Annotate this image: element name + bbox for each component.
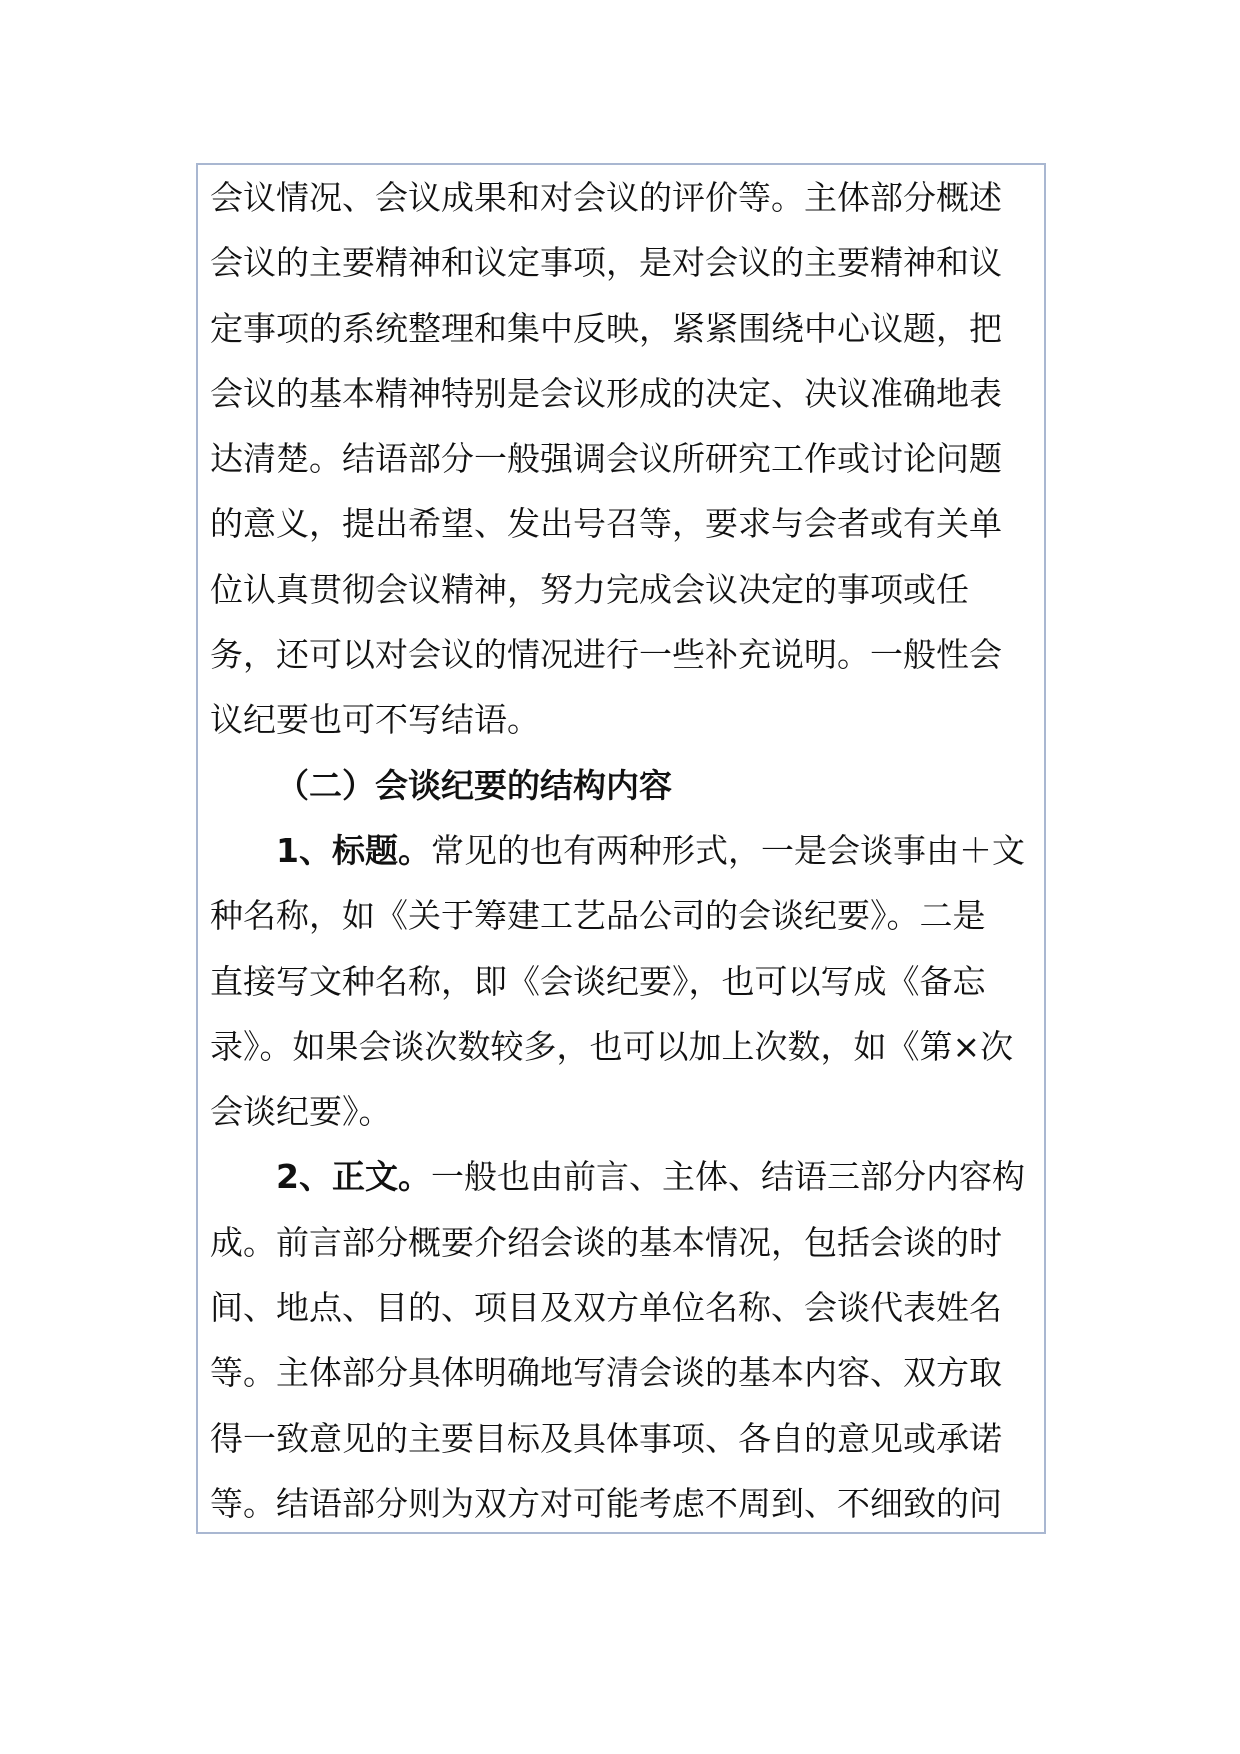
item2-label: 2、正文。: [276, 1157, 431, 1197]
body-line: 位认真贯彻会议精神，努力完成会议决定的事项或任: [210, 569, 969, 609]
document-body: [210, 165, 1040, 1536]
body-line: 的意义，提出希望、发出号召等，要求与会者或有关单: [210, 504, 1002, 544]
body-line: 会议情况、会议成果和对会议的评价等。主体部分概述: [210, 178, 1002, 217]
body-line: 达清楚。结语部分一般强调会议所研究工作或讨论问题: [210, 439, 1002, 479]
body-line: 直接写文种名称，即《会谈纪要》，也可以写成《备忘: [210, 961, 986, 1001]
section-heading: （二）会谈纪要的结构内容: [276, 765, 672, 805]
body-line: 等。主体部分具体明确地写清会谈的基本内容、双方取: [210, 1353, 1002, 1393]
item2-text: 一般也由前言、主体、结语三部分内容构: [430, 1157, 1025, 1197]
body-line: 会议的主要精神和议定事项，是对会议的主要精神和议: [210, 243, 1002, 283]
item1-label: 1、标题。: [276, 830, 431, 870]
item1-text: 常见的也有两种形式，一是会谈事由＋文: [430, 830, 1025, 870]
body-line: 种名称，如《关于筹建工艺品公司的会谈纪要》。二是: [210, 896, 986, 936]
body-line: 成。前言部分概要介绍会谈的基本情况，包括会谈的时: [210, 1222, 1002, 1262]
body-line: 间、地点、目的、项目及双方单位名称、会谈代表姓名: [210, 1288, 1002, 1328]
body-line: 会谈纪要》。: [210, 1092, 392, 1132]
body-line: 会议的基本精神特别是会议形成的决定、决议准确地表: [210, 373, 1002, 413]
body-line: 务，还可以对会议的情况进行一些补充说明。一般性会: [210, 635, 1002, 675]
body-line: 录》。如果会谈次数较多，也可以加上次数，如《第×次: [210, 1026, 1014, 1066]
item2-first-line: [210, 1144, 1040, 1209]
body-line: 等。结语部分则为双方对可能考虑不周到、不细致的问: [210, 1483, 1002, 1523]
body-line: 议纪要也可不写结语。: [210, 700, 540, 740]
item1-first-line: [210, 818, 1040, 883]
body-line: 得一致意见的主要目标及具体事项、各自的意见或承诺: [210, 1418, 1002, 1458]
body-line: 定事项的系统整理和集中反映，紧紧围绕中心议题，把: [210, 308, 1002, 348]
